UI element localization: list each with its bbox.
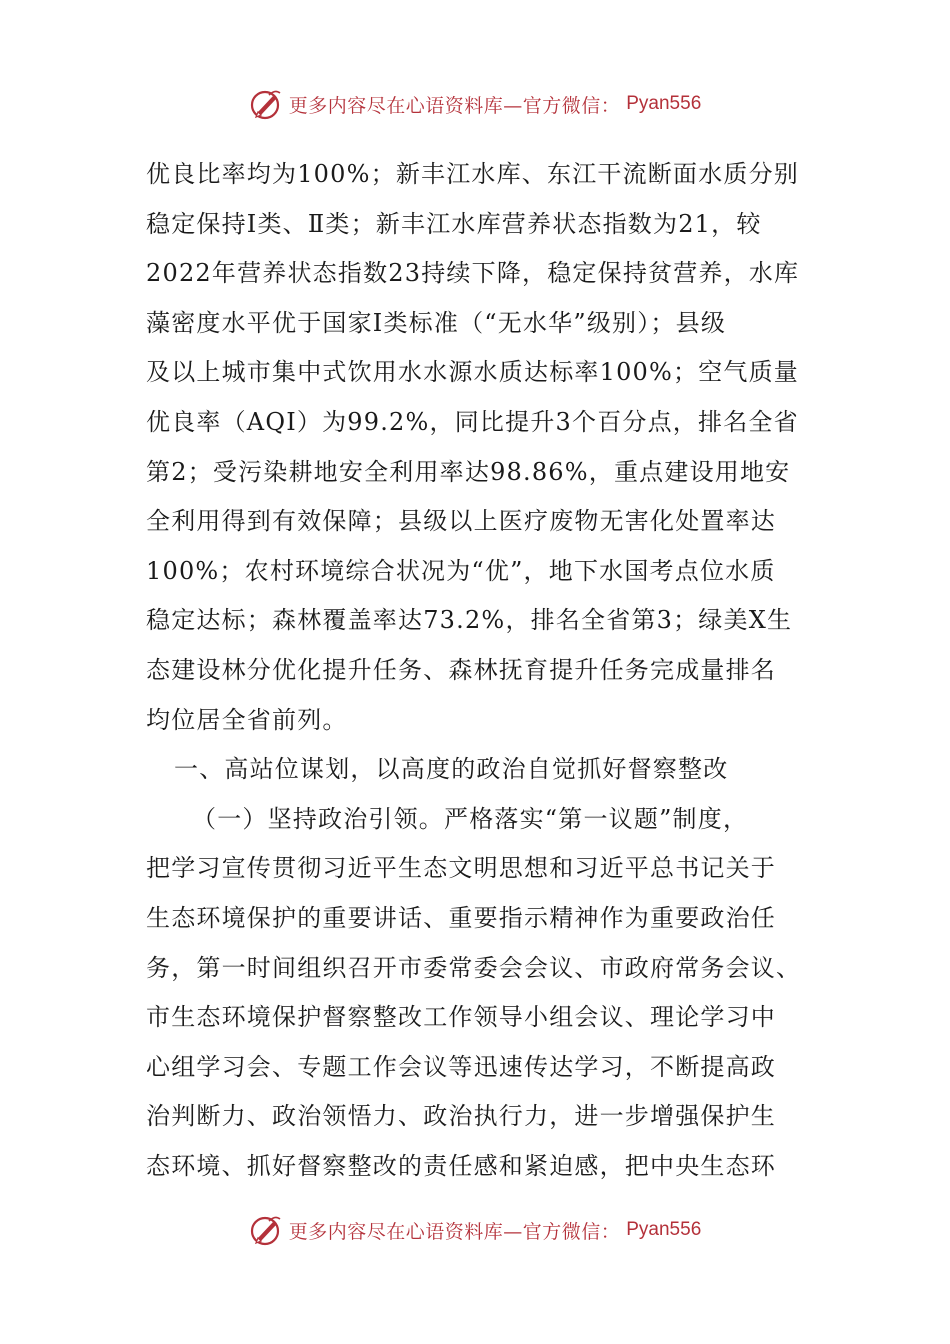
text-line: 第2；受污染耕地安全利用率达98.86%，重点建设用地安 — [146, 457, 791, 486]
text-line: 市生态环境保护督察整改工作领导小组会议、理论学习中 — [146, 1003, 776, 1032]
text-line: 把学习宣传贯彻习近平生态文明思想和习近平总书记关于 — [146, 854, 776, 883]
text-line: 藻密度水平优于国家Ⅰ类标准（“无水华”级别）；县级 — [146, 308, 727, 337]
text-line: 优良比率均为100%；新丰江水库、东江干流断面水质分别 — [146, 160, 800, 188]
text-line: 及以上城市集中式饮用水水源水质达标率100%；空气质量 — [146, 358, 800, 387]
watermark-banner-top — [0, 84, 950, 124]
watermark-handle: Pyan556 — [626, 1219, 702, 1240]
subsection-heading: （一）坚持政治引领。严格落实“第一议题”制度， — [192, 804, 749, 833]
text-line: 均位居全省前列。 — [146, 705, 348, 734]
pen-seal-icon — [249, 87, 283, 121]
pen-seal-icon — [249, 1213, 283, 1247]
section-heading: 一、高站位谋划，以高度的政治自觉抓好督察整改 — [174, 755, 729, 784]
text-line: 稳定达标；森林覆盖率达73.2%，排名全省第3；绿美X生 — [146, 606, 793, 635]
text-line: 心组学习会、专题工作会议等迅速传达学习，不断提高政 — [146, 1052, 776, 1081]
text-line: 优良率（AQI）为99.2%，同比提升3个百分点，排名全省 — [146, 407, 799, 436]
text-line: 100%；农村环境综合状况为“优”，地下水国考点位水质 — [146, 556, 776, 585]
watermark-banner-bottom — [0, 1210, 950, 1250]
text-line: 态环境、抓好督察整改的责任感和紧迫感，把中央生态环 — [146, 1151, 776, 1180]
text-line: 务，第一时间组织召开市委常委会会议、市政府常务会议、 — [146, 953, 802, 982]
watermark-text: 更多内容尽在心语资料库—官方微信： — [288, 1220, 621, 1243]
text-line: 态建设林分优化提升任务、森林抚育提升任务完成量排名 — [146, 655, 776, 684]
text-line: 全利用得到有效保障；县级以上医疗废物无害化处置率达 — [146, 507, 776, 536]
body-text — [146, 150, 806, 1191]
watermark-text: 更多内容尽在心语资料库—官方微信： — [288, 94, 621, 117]
watermark-handle: Pyan556 — [626, 93, 702, 114]
text-line: 2022年营养状态指数23持续下降，稳定保持贫营养，水库 — [146, 259, 800, 288]
text-line: 生态环境保护的重要讲话、重要指示精神作为重要政治任 — [146, 903, 776, 932]
text-line: 治判断力、政治领悟力、政治执行力，进一步增强保护生 — [146, 1102, 776, 1131]
text-line: 稳定保持Ⅰ类、Ⅱ类；新丰江水库营养状态指数为21，较 — [146, 209, 762, 238]
